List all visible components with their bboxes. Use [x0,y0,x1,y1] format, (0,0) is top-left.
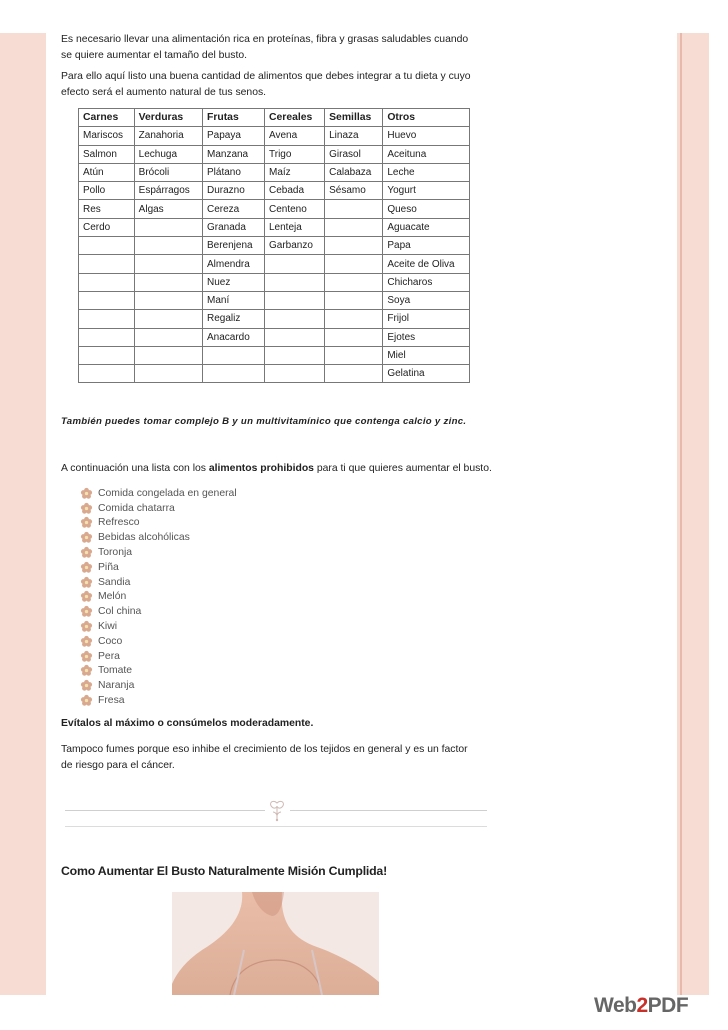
smoke-note [61,742,468,774]
food-table-header-cell: Verduras [134,109,202,127]
food-table-cell: Maní [202,291,264,309]
forbidden-list-item [80,634,237,649]
food-table-cell: Leche [383,163,470,181]
food-table-cell: Calabaza [325,163,383,181]
list-intro-paragraph [61,69,489,101]
section-divider-left [65,810,265,811]
food-table-row [79,182,470,200]
food-table-cell [265,310,325,328]
food-table-cell [79,346,135,364]
forbidden-item-label: Sandia [98,576,131,588]
flower-bullet-icon [80,502,93,515]
forbidden-item-label: Col china [98,606,142,618]
food-table-row [79,163,470,181]
food-table-header-cell: Otros [383,109,470,127]
flower-bullet-icon [80,635,93,648]
flower-bullet-icon [80,650,93,663]
forbidden-item-label: Tomate [98,665,133,677]
food-table-cell [134,346,202,364]
intro-line-1: Es necesario llevar una alimentación rica en proteínas, fibra y grasas saludables cuando [61,34,469,45]
food-table-cell: Cerdo [79,218,135,236]
food-table-header-cell: Semillas [325,109,383,127]
flower-bullet-icon [80,561,93,574]
intro-paragraph [61,32,468,64]
food-table-cell [325,310,383,328]
food-table-cell [325,346,383,364]
food-table-cell: Mariscos [79,127,135,145]
forbidden-intro-before: A continuación una lista con los [61,463,209,474]
food-table-header-cell: Frutas [202,109,264,127]
food-table-cell: Manzana [202,145,264,163]
food-table-cell: Durazno [202,182,264,200]
food-table-cell: Papaya [202,127,264,145]
food-table-cell: Centeno [265,200,325,218]
food-table-cell: Lechuga [134,145,202,163]
food-table-cell: Chicharos [383,273,470,291]
food-table-cell [79,255,135,273]
food-table-cell [325,328,383,346]
food-table-cell [325,255,383,273]
article-photo [172,892,379,995]
forbidden-list-item [80,560,237,575]
intro-line-2: se quiere aumentar el tamaño del busto. [61,50,247,61]
food-table-cell: Frijol [383,310,470,328]
flower-bullet-icon [80,546,93,559]
food-table-cell: Atún [79,163,135,181]
food-table-cell: Espárragos [134,182,202,200]
forbidden-item-label: Toronja [98,547,133,559]
flower-bullet-icon [80,590,93,603]
smoke-note-line-1: Tampoco fumes porque eso inhibe el crecimiento de los tejidos en general y es un factor [61,744,468,755]
food-table-cell: Salmon [79,145,135,163]
food-table-cell: Avena [265,127,325,145]
web2pdf-logo [594,994,688,1018]
forbidden-intro-bold: alimentos prohibidos [208,463,314,474]
forbidden-item-label: Pera [98,650,120,662]
food-table-row [79,365,470,383]
food-table-cell: Algas [134,200,202,218]
food-table-cell [325,291,383,309]
food-table-cell [265,291,325,309]
food-table-cell: Granada [202,218,264,236]
forbidden-item-label: Kiwi [98,621,118,633]
forbidden-list-item [80,664,237,679]
forbidden-item-label: Melón [98,591,127,603]
food-table-cell [325,237,383,255]
section-divider-right [290,810,487,811]
food-table-cell: Trigo [265,145,325,163]
food-table-cell: Anacardo [202,328,264,346]
food-table-cell [79,291,135,309]
food-table-cell [202,346,264,364]
food-table-cell: Aguacate [383,218,470,236]
logo-text-2: 2 [636,994,648,1017]
food-table-cell [134,328,202,346]
forbidden-list-item [80,649,237,664]
food-table-cell [265,365,325,383]
forbidden-item-label: Comida congelada en general [98,487,237,499]
food-table-cell [265,255,325,273]
food-table-cell [134,291,202,309]
forbidden-list-item [80,604,237,619]
food-table-row [79,200,470,218]
food-table-cell [134,218,202,236]
food-table-cell [325,365,383,383]
forbidden-item-label: Naranja [98,680,135,692]
food-table-cell: Linaza [325,127,383,145]
food-table-cell [325,200,383,218]
food-table-cell: Almendra [202,255,264,273]
food-table-row [79,291,470,309]
logo-text-pdf: PDF [647,994,689,1017]
food-table-row [79,255,470,273]
flower-bullet-icon [80,576,93,589]
logo-text-web: Web [594,994,637,1017]
food-table-cell: Regaliz [202,310,264,328]
forbidden-intro-after: para ti que quieres aumentar el busto. [313,463,492,474]
food-table-cell: Pollo [79,182,135,200]
flower-bullet-icon [80,679,93,692]
food-table-cell: Cebada [265,182,325,200]
food-table-row [79,237,470,255]
food-table-cell [265,328,325,346]
food-table-header-cell: Carnes [79,109,135,127]
forbidden-list-item [80,619,237,634]
flourish-ornament-icon [264,800,290,822]
food-table-cell: Papa [383,237,470,255]
food-table-row [79,218,470,236]
food-table-header-cell: Cereales [265,109,325,127]
food-table-cell [134,237,202,255]
flower-bullet-icon [80,487,93,500]
smoke-note-line-2: de riesgo para el cáncer. [61,760,175,771]
list-intro-line-1: Para ello aquí listo una buena cantidad de alimentos que debes integrar a tu dieta y cuyo [61,71,471,82]
food-table-cell: Yogurt [383,182,470,200]
section-divider-bottom [65,826,487,827]
food-table-cell: Sésamo [325,182,383,200]
food-table-cell [79,237,135,255]
forbidden-item-label: Coco [98,635,123,647]
food-table-cell [134,273,202,291]
woman-portrait-image [172,892,379,995]
food-table-cell [325,218,383,236]
forbidden-list-item [80,501,237,516]
food-table-cell [202,365,264,383]
food-table-cell [134,365,202,383]
food-table-cell: Aceite de Oliva [383,255,470,273]
food-table-cell: Zanahoria [134,127,202,145]
forbidden-item-label: Refresco [98,517,140,529]
food-table-cell: Huevo [383,127,470,145]
food-table-row [79,310,470,328]
food-table-cell: Aceituna [383,145,470,163]
page-frame-right-line [680,33,682,995]
food-table-row [79,145,470,163]
food-table-cell [79,365,135,383]
food-table-cell [134,310,202,328]
flower-bullet-icon [80,694,93,707]
food-table-cell [134,255,202,273]
forbidden-list-item [80,486,237,501]
forbidden-item-label: Bebidas alcohólicas [98,532,190,544]
food-table-header-row [79,109,470,127]
avoid-note: Evítalos al máximo o consúmelos moderadamente. [61,718,314,729]
flower-bullet-icon [80,620,93,633]
food-table-row [79,328,470,346]
forbidden-intro [61,461,492,477]
forbidden-item-label: Comida chatarra [98,502,175,514]
food-table-cell [325,273,383,291]
food-table-cell [265,273,325,291]
food-table [78,108,470,383]
food-table-cell: Cereza [202,200,264,218]
food-table-row [79,127,470,145]
food-table-cell: Berenjena [202,237,264,255]
forbidden-list-item [80,693,237,708]
forbidden-item-label: Fresa [98,695,125,707]
forbidden-list-item [80,530,237,545]
food-table-cell: Brócoli [134,163,202,181]
list-intro-line-2: efecto será el aumento natural de tus senos. [61,87,267,98]
food-table-cell: Nuez [202,273,264,291]
food-table-cell [79,273,135,291]
forbidden-list-item [80,575,237,590]
food-table-cell: Girasol [325,145,383,163]
forbidden-list-item [80,516,237,531]
food-table-cell: Plátano [202,163,264,181]
flower-bullet-icon [80,531,93,544]
food-table-cell: Queso [383,200,470,218]
food-table-cell: Garbanzo [265,237,325,255]
food-table-cell [79,310,135,328]
food-table-row [79,273,470,291]
flower-bullet-icon [80,516,93,529]
flower-bullet-icon [80,664,93,677]
section-heading: Como Aumentar El Busto Naturalmente Misión Cumplida! [61,864,387,878]
page-frame-left [0,33,46,995]
forbidden-item-label: Piña [98,561,119,573]
food-table-cell: Soya [383,291,470,309]
food-table-cell [79,328,135,346]
supplement-note: También puedes tomar complejo B y un multivitamínico que contenga calcio y zinc. [61,416,467,427]
forbidden-list-item [80,545,237,560]
food-table-cell: Maíz [265,163,325,181]
flower-bullet-icon [80,605,93,618]
forbidden-list-item [80,678,237,693]
food-table-row [79,346,470,364]
food-table-cell: Ejotes [383,328,470,346]
food-table-body [79,127,470,383]
forbidden-foods-list [80,486,237,708]
food-table-cell: Lenteja [265,218,325,236]
food-table-cell: Gelatina [383,365,470,383]
forbidden-list-item [80,590,237,605]
food-table-cell [265,346,325,364]
food-table-cell: Res [79,200,135,218]
food-table-cell: Miel [383,346,470,364]
